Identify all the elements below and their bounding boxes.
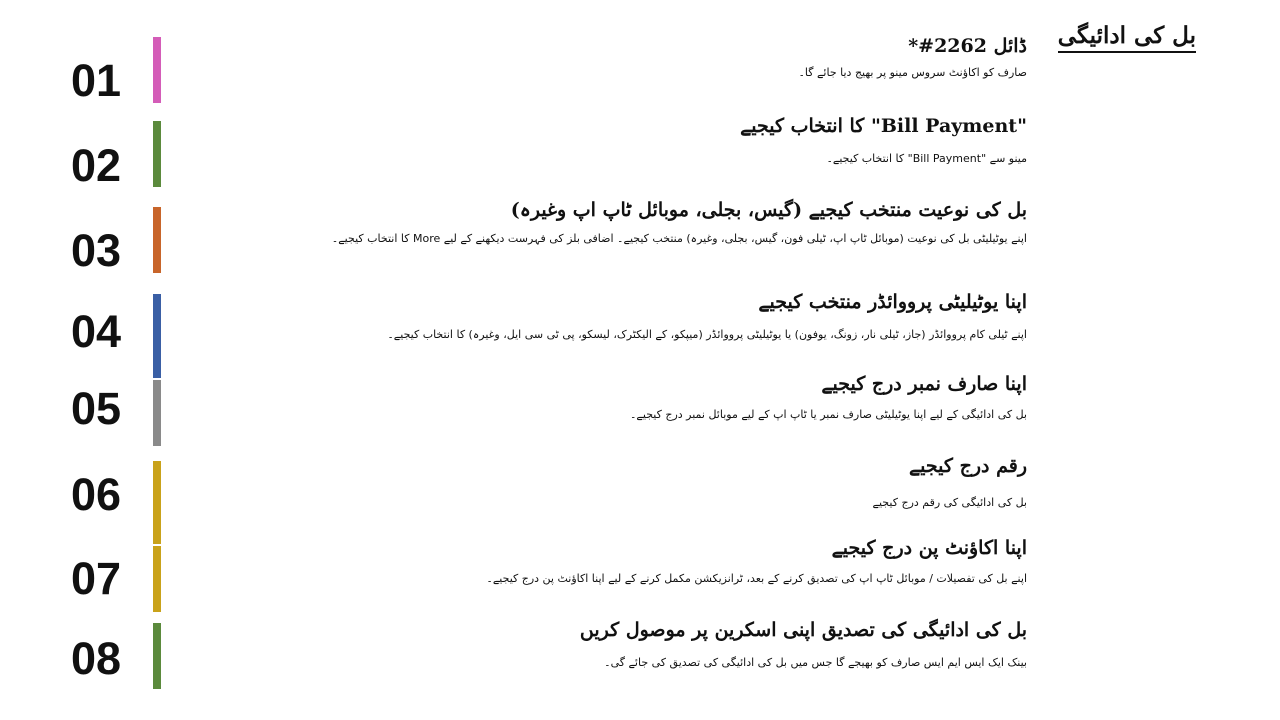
step-04-title: اپنا یوٹیلیٹی پرووائڈر منتخب کیجیے — [758, 291, 1027, 313]
step-08-title: بل کی ادائیگی کی تصدیق اپنی اسکرین پر موصول کریں — [579, 619, 1027, 641]
step-03 — [332, 200, 1027, 246]
step-01-description: صارف کو اکاؤنٹ سروس مینو پر بھیج دیا جائے گا۔ — [798, 65, 1027, 79]
step-05 — [630, 374, 1027, 422]
step-06-color-bar — [153, 461, 161, 544]
step-number-06: 06 — [70, 469, 122, 520]
step-04 — [387, 292, 1027, 342]
step-04-color-bar — [153, 294, 161, 378]
step-06 — [873, 456, 1027, 510]
step-06-description: بل کی ادائیگی کی رقم درج کیجیے — [872, 495, 1027, 509]
step-08-color-bar — [153, 623, 161, 689]
step-02-color-bar — [153, 121, 161, 187]
step-number-08: 08 — [70, 633, 122, 684]
step-08-description: بینک ایک ایس ایم ایس صارف کو بھیجے گا جس میں بل کی ادائیگی کی تصدیق کی جائے گی۔ — [604, 655, 1027, 669]
step-05-title: اپنا صارف نمبر درج کیجیے — [821, 373, 1027, 395]
step-03-title: بل کی نوعیت منتخب کیجیے (گیس، بجلی، موبائل ٹاپ اپ وغیرہ) — [510, 199, 1027, 221]
step-number-04: 04 — [70, 306, 122, 357]
step-05-description: بل کی ادائیگی کے لیے اپنا یوٹیلیٹی صارف نمبر یا ٹاپ اپ کے لیے موبائل نمبر درج کیجیے۔ — [629, 407, 1027, 421]
step-number-02: 02 — [70, 140, 122, 191]
step-06-title: رقم درج کیجیے — [909, 455, 1027, 477]
step-number-07: 07 — [70, 553, 122, 604]
step-07-description: اپنے بل کی تفصیلات / موبائل ٹاپ اپ کی تصدیق کرنے کے بعد، ٹرانزیکشن مکمل کرنے کے لیے اپنا اکاؤنٹ پن درج کیجیے۔ — [486, 571, 1027, 585]
step-07-color-bar — [153, 546, 161, 612]
step-04-description: اپنے ٹیلی کام پرووائڈر (جاز، ٹیلی نار، زونگ، یوفون) یا یوٹیلیٹی پرووائڈر (میپکو، کے الیکٹرک، لیسکو، پی ٹی سی ایل، وغیرہ) کا انتخاب کیجیے۔ — [387, 327, 1027, 341]
step-01-title: ڈائل 2262#* — [908, 35, 1027, 57]
step-01 — [798, 36, 1027, 80]
step-05-color-bar — [153, 380, 161, 446]
step-02-description: مینو سے "Bill Payment" کا انتخاب کیجیے۔ — [826, 151, 1027, 165]
step-07-title: اپنا اکاؤنٹ پن درج کیجیے — [831, 537, 1027, 559]
step-02 — [740, 116, 1027, 166]
step-number-05: 05 — [70, 383, 122, 434]
page-title: بل کی ادائیگی — [1058, 22, 1196, 53]
step-02-title: "Bill Payment" کا انتخاب کیجیے — [740, 115, 1027, 137]
step-07 — [486, 538, 1027, 586]
step-number-03: 03 — [70, 225, 122, 276]
step-03-description: اپنے یوٹیلیٹی بل کی نوعیت (موبائل ٹاپ اپ، ٹیلی فون، گیس، بجلی، وغیرہ) منتخب کیجیے۔ اضافی بلز کی فہرست دیکھنے کے لیے More کا انتخاب کیجیے۔ — [331, 231, 1027, 245]
step-03-color-bar — [153, 207, 161, 273]
step-08 — [580, 620, 1027, 670]
step-01-color-bar — [153, 37, 161, 103]
step-number-01: 01 — [70, 55, 122, 106]
